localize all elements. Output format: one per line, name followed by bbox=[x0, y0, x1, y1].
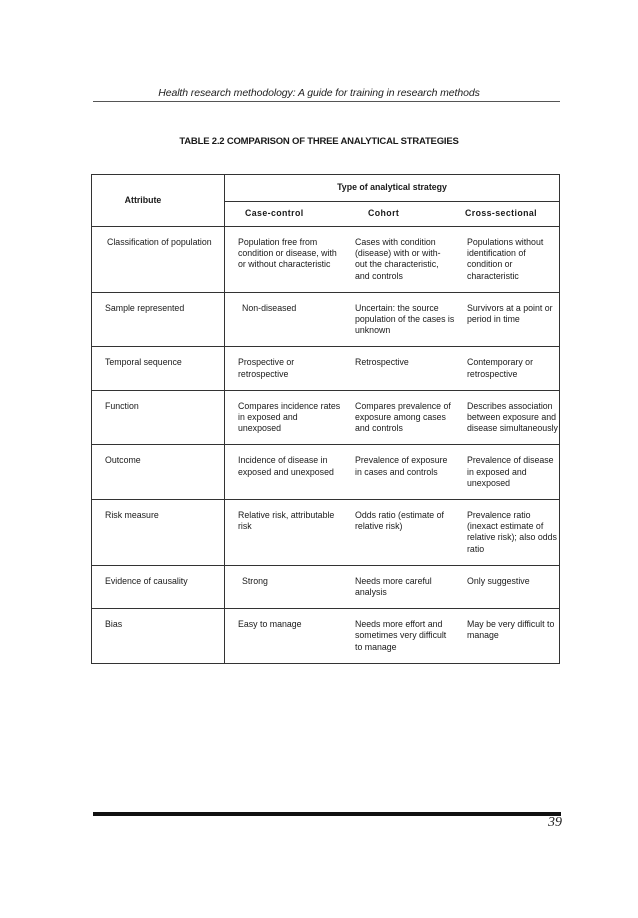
attribute-header: Attribute bbox=[92, 175, 225, 227]
cell-cohort: Retrospective bbox=[342, 347, 455, 390]
column-header-case-control: Case-control bbox=[245, 208, 304, 219]
row-attribute: Outcome bbox=[92, 445, 225, 500]
table-row bbox=[92, 609, 560, 664]
row-attribute: Function bbox=[92, 390, 225, 445]
header-rule bbox=[93, 101, 560, 102]
row-attribute: Sample represented bbox=[92, 292, 225, 347]
cell-cohort: Odds ratio (estimate of relative risk) bbox=[342, 500, 455, 566]
table-row bbox=[92, 292, 560, 347]
column-header-cohort: Cohort bbox=[368, 208, 400, 219]
cell-case-control: Relative risk, attributable risk bbox=[225, 500, 343, 566]
cell-case-control: Incidence of disease in exposed and unexposed bbox=[225, 445, 343, 500]
comparison-table bbox=[91, 174, 560, 664]
column-header-cross-sectional: Cross-sectional bbox=[465, 208, 537, 219]
cell-cohort: Cases with condition (disease) with or with- out the characteristic, and controls bbox=[342, 227, 455, 293]
running-header: Health research methodology: A guide for training in research methods bbox=[158, 87, 480, 99]
row-attribute: Temporal sequence bbox=[92, 347, 225, 390]
cell-cross-sectional: Only suggestive bbox=[455, 565, 560, 608]
table-row bbox=[92, 445, 560, 500]
cell-cross-sectional: Prevalence of disease in exposed and unexposed bbox=[455, 445, 560, 500]
cell-cross-sectional: Describes association between exposure and disease simultaneously bbox=[455, 390, 560, 445]
row-attribute: Classification of population bbox=[92, 227, 225, 293]
cell-cohort: Compares prevalence of exposure among cases and controls bbox=[342, 390, 455, 445]
cell-cohort: Needs more effort and sometimes very difficult to manage bbox=[342, 609, 455, 664]
cell-cohort: Prevalence of exposure in cases and controls bbox=[342, 445, 455, 500]
cell-case-control: Prospective or retrospective bbox=[225, 347, 343, 390]
table-row bbox=[92, 500, 560, 566]
table-row bbox=[92, 565, 560, 608]
cell-cross-sectional: Contemporary or retrospective bbox=[455, 347, 560, 390]
row-attribute: Evidence of causality bbox=[92, 565, 225, 608]
table-row bbox=[92, 390, 560, 445]
cell-cross-sectional: Prevalence ratio (inexact estimate of relative risk); also odds ratio bbox=[455, 500, 560, 566]
cell-cohort: Uncertain: the source population of the cases is unknown bbox=[342, 292, 455, 347]
strategy-type-header: Type of analytical strategy bbox=[225, 175, 560, 202]
cell-case-control: Population free from condition or disease, with or without characteristic bbox=[225, 227, 343, 293]
table-row bbox=[92, 347, 560, 390]
cell-cross-sectional: Survivors at a point or period in time bbox=[455, 292, 560, 347]
row-attribute: Risk measure bbox=[92, 500, 225, 566]
cell-case-control: Easy to manage bbox=[225, 609, 343, 664]
table-header-row bbox=[92, 175, 560, 202]
page-number: 39 bbox=[548, 815, 562, 830]
table-row bbox=[92, 227, 560, 293]
cell-cross-sectional: Populations without identification of condition or characteristic bbox=[455, 227, 560, 293]
footer-rule bbox=[93, 812, 561, 816]
row-attribute: Bias bbox=[92, 609, 225, 664]
cell-cross-sectional: May be very difficult to manage bbox=[455, 609, 560, 664]
cell-case-control: Strong bbox=[225, 565, 343, 608]
cell-cohort: Needs more careful analysis bbox=[342, 565, 455, 608]
cell-case-control: Compares incidence rates in exposed and unexposed bbox=[225, 390, 343, 445]
table-title: TABLE 2.2 COMPARISON OF THREE ANALYTICAL STRATEGIES bbox=[179, 136, 459, 147]
cell-case-control: Non-diseased bbox=[225, 292, 343, 347]
